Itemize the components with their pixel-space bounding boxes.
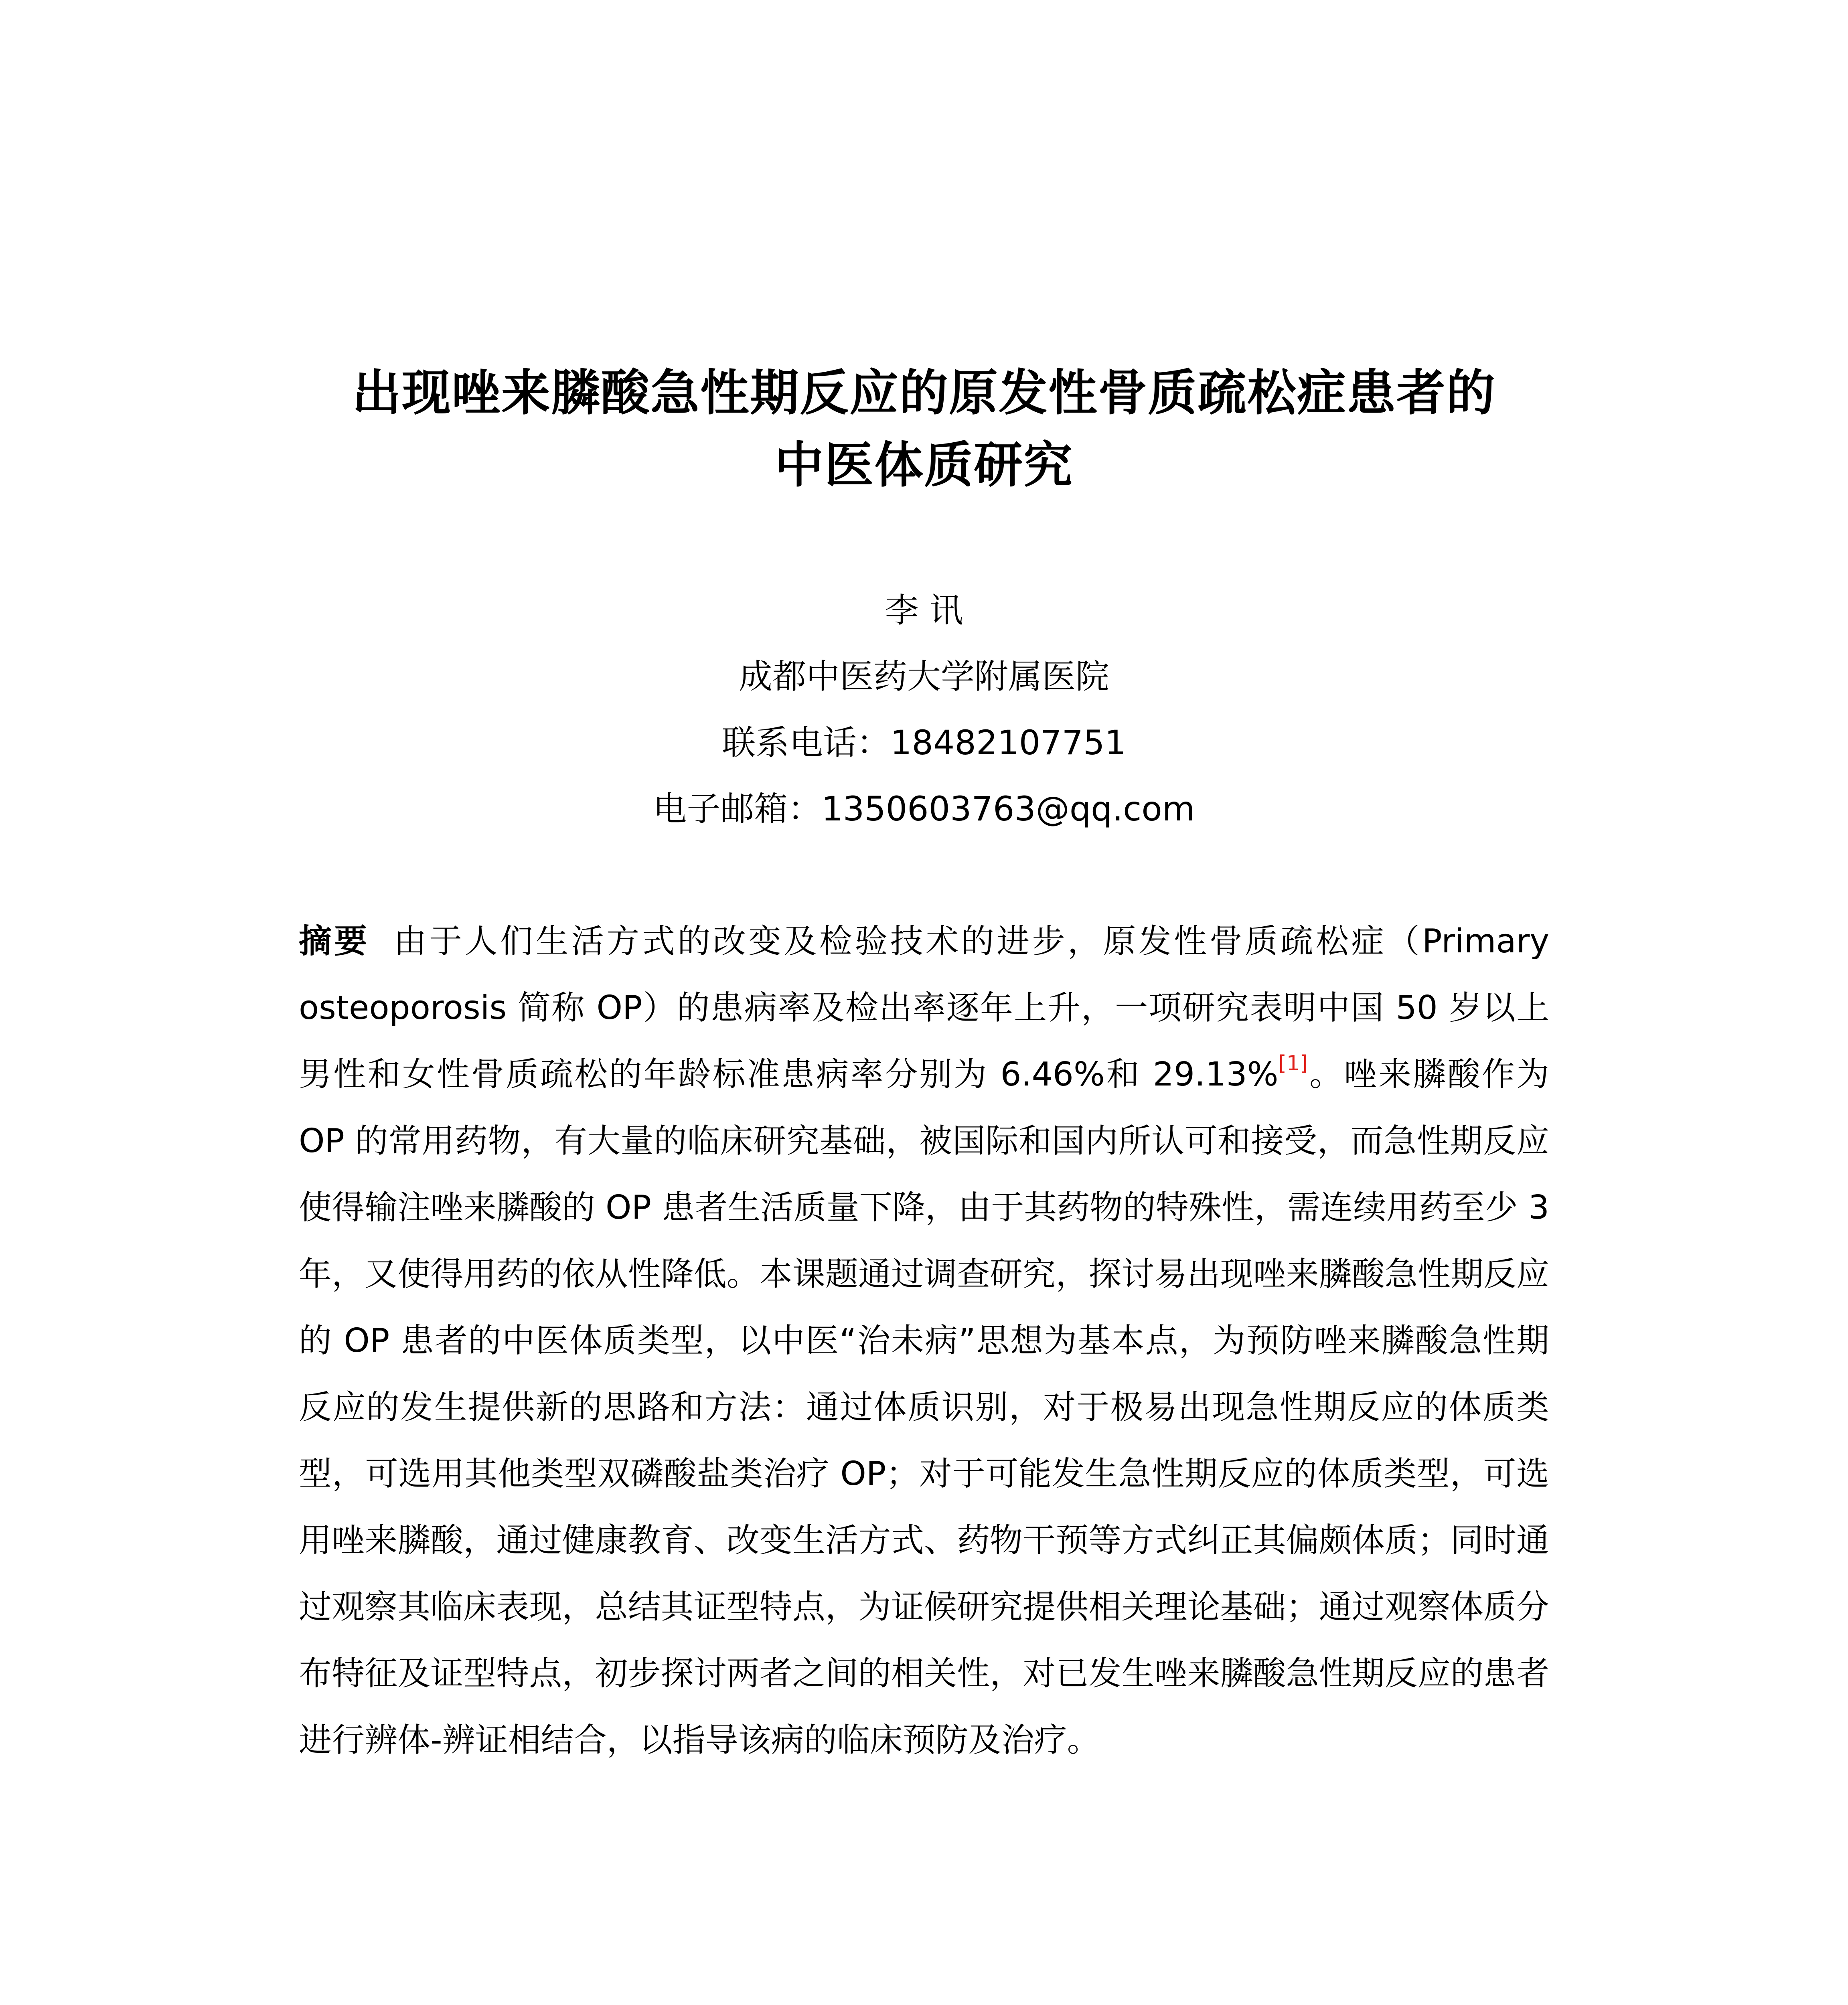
author-name: 李 讯 <box>885 591 963 630</box>
paper-title <box>293 357 1555 501</box>
abstract-text-part-1: 由于人们生活方式的改变及检验技术的进步，原发性骨质疏松症（Primary osteoporosis 简称 OP）的患病率及检出率逐年上升，一项研究表明中国 50 岁以上男性和女性骨质疏松的年龄标准患病率分别为 6.46%和 29.13% <box>299 922 1549 1094</box>
paper-title-line-1: 出现唑来膦酸急性期反应的原发性骨质疏松症患者的 <box>352 365 1496 421</box>
author-phone: 联系电话：18482107751 <box>722 723 1126 762</box>
abstract-paragraph <box>299 908 1549 1774</box>
abstract-label: 摘要 <box>299 922 370 960</box>
citation-reference-link[interactable]: [1] <box>1278 1051 1308 1075</box>
author-block <box>481 577 1367 842</box>
author-email: 电子邮箱：1350603763@qq.com <box>653 789 1195 828</box>
abstract-text-part-2: 。唑来膦酸作为 OP 的常用药物，有大量的临床研究基础，被国际和国内所认可和接受，而急性期反应使得输注唑来膦酸的 OP 患者生活质量下降，由于其药物的特殊性，需连续用药至少 3 年，又使得用药的依从性降低。本课题通过调查研究，探讨易出现唑来膦酸急性期反应的 OP 患者的中医体质类型，以中医“治未病”思想为基本点，为预防唑来膦酸急性期反应的发生提供新的思路和方法：通过体质识别，对于极易出现急性期反应的体质类型，可选用其他类型双磷酸盐类治疗 OP；对于可能发生急性期反应的体质类型，可选用唑来膦酸，通过健康教育、改变生活方式、药物干预等方式纠正其偏颇体质；同时通过观察其临床表现，总结其证型特点，为证候研究提供相关理论基础；通过观察体质分布特征及证型特点，初步探讨两者之间的相关性，对已发生唑来膦酸急性期反应的患者进行辨体-辨证相结合，以指导该病的临床预防及治疗。 <box>299 1055 1549 1759</box>
paper-title-line-2: 中医体质研究 <box>775 437 1073 494</box>
author-affiliation: 成都中医药大学附属医院 <box>738 657 1109 696</box>
